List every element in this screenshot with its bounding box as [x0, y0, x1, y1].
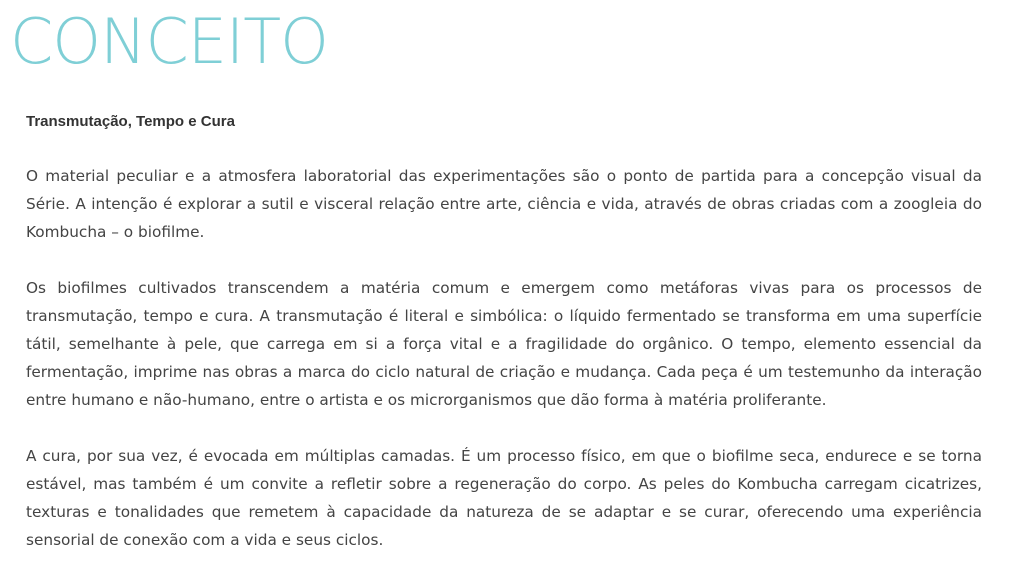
paragraph-3: A cura, por sua vez, é evocada em múltiplas camadas. É um processo físico, em que o biofilme seca, endurece e se torna estável, mas também é um convite a refletir sobre a regeneração do corpo. As peles do Kombucha carregam cicatrizes, texturas e tonalidades que remetem à capacidade da natureza de se adaptar e se curar, oferecendo uma experiência sensorial de conexão com a vida e seus ciclos. [26, 447, 982, 549]
paragraph-2: Os biofilmes cultivados transcendem a matéria comum e emergem como metáforas vivas para os processos de transmutação, tempo e cura. A transmutação é literal e simbólica: o líquido fermentado se transforma em uma superfície tátil, semelhante à pele, que carrega em si a força vital e a fragilidade do orgânico. O tempo, elemento essencial da fermentação, imprime nas obras a marca do ciclo natural de criação e mudança. Cada peça é um testemunho da interação entre humano e não-humano, entre o artista e os microrganismos que dão forma à matéria proliferante. [26, 279, 982, 409]
section-subtitle: Transmutação, Tempo e Cura [26, 113, 235, 130]
page-title: CONCEITO [10, 5, 328, 78]
article-body [26, 110, 982, 577]
paragraph-1: O material peculiar e a atmosfera laboratorial das experimentações são o ponto de partida para a concepção visual da Série. A intenção é explorar a sutil e visceral relação entre arte, ciência e vida, através de obras criadas com a zoogleia do Kombucha – o biofilme. [26, 167, 982, 241]
